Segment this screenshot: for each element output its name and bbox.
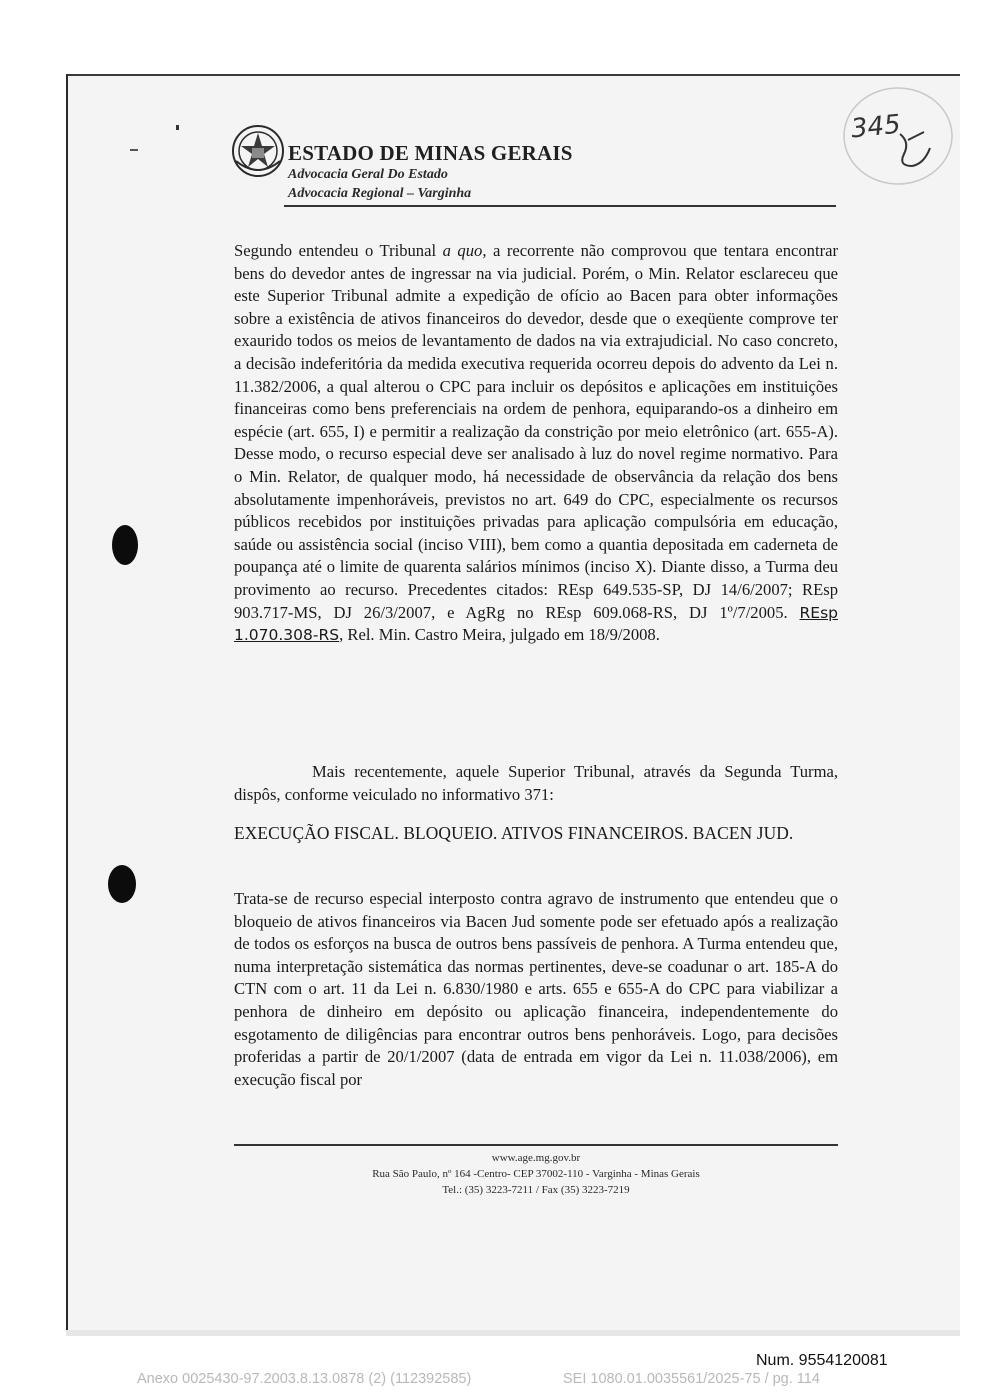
state-crest-icon: [230, 123, 286, 179]
document-number: Num. 9554120081: [756, 1352, 888, 1369]
page-stamp: [838, 82, 958, 190]
agency-name: Advocacia Geral Do Estado: [288, 167, 448, 182]
latin-term: a quo,: [442, 241, 487, 260]
paragraph-text: Segundo entendeu o Tribunal: [234, 241, 443, 260]
paragraph-text: , Rel. Min. Castro Meira, julgado em 18/9/2008.: [339, 625, 660, 645]
footer-website[interactable]: www.age.mg.gov.br: [491, 1152, 581, 1164]
annex-label: Anexo 0025430-97.2003.8.13.0878 (2) (112392585): [137, 1371, 472, 1387]
punch-hole: [112, 525, 138, 565]
footer: [234, 1150, 838, 1198]
footer-divider: [234, 1144, 838, 1146]
paragraph-text: a recorrente não comprovou que tentara encontrar bens do devedor antes de ingressar na via judicial. Porém, o Min. Relator esclareceu que este Superior Tribunal admite a expedição de ofício ao Bacen para obter informações sobre a existência de ativos financeiros do devedor, desde que o exeqüente comprove ter exaurido todos os meios de levantamento de dados na via extrajudicial. No caso concreto, a decisão indeferitória da medida executiva requerida ocorreu depois do advento da Lei n. 11.382/2006, a qual alterou o CPC para incluir os depósitos e aplicações em instituições financeiras como bens preferenciais na ordem de penhora, equiparando-os a dinheiro em espécie (art. 655, I) e permitir a realização da constrição por meio eletrônico (art. 655-A). Desse modo, o recurso especial deve ser analisado à luz do novel regime normativo. Para o Min. Relator, de qualquer modo, há necessidade de observância da relação dos bens absolutamente impenhoráveis, previstos no art. 649 do CPC, especialmente os recursos públicos recebidos por instituições privadas para aplicação compulsória em educação, saúde ou assistência social (inciso VIII), bem como a quantia depositada em caderneta de poupança até o limite de quarenta salários mínimos (inciso X). Diante disso, a Turma deu provimento ao recurso. Precedentes citados: REsp 649.535-SP, DJ 14/6/2007; REsp 903.717-MS, DJ 26/3/2007, e AgRg no REsp 609.068-RS, DJ 1º/7/2005.: [234, 241, 838, 622]
footer-phone: Tel.: (35) 3223-7211 / Fax (35) 3223-7219: [442, 1184, 630, 1196]
paragraph: Trata-se de recurso especial interposto contra agravo de instrumento que entendeu que o bloqueio de ativos financeiros via Bacen Jud somente pode ser efetuado após a realização de todos os esforços na busca de outros bens passíveis de penhora. A Turma entendeu que, numa interpretação sistemática das normas pertinentes, deve-se coadunar o art. 185-A do CTN com o art. 11 da Lei n. 6.830/1980 e arts. 655 e 655-A do CPC para viabilizar a penhora de dinheiro em depósito ou aplicação financeira, independentemente do esgotamento de diligências para encontrar outros bens penhoráveis. Logo, para decisões proferidas a partir de 20/1/2007 (data de entrada em vigor da Lei n. 11.038/2006), em execução fiscal por: [234, 889, 838, 1089]
scan-mark: [176, 125, 179, 130]
scan-bottom-edge: [66, 1330, 960, 1336]
regional-office: Advocacia Regional – Varginha: [288, 186, 472, 201]
footer-address: Rua São Paulo, nº 164 -Centro- CEP 37002-110 - Varginha - Minas Gerais: [372, 1168, 700, 1180]
paragraph: Mais recentemente, aquele Superior Tribunal, através da Segunda Turma, dispôs, conforme veiculado no informativo 371:: [234, 762, 838, 804]
scan-mark: [130, 149, 138, 151]
paragraph: [234, 240, 838, 647]
stamp-number: 345: [849, 109, 903, 145]
letterhead: [230, 123, 840, 209]
resp-link[interactable]: REsp 1.070.308-RS: [234, 603, 838, 645]
state-title: ESTADO DE MINAS GERAIS: [288, 141, 573, 165]
punch-hole: [108, 865, 136, 903]
sei-label: SEI 1080.01.0035561/2025-75 / pg. 114: [563, 1371, 820, 1387]
header-divider: [284, 205, 836, 207]
section-heading: EXECUÇÃO FISCAL. BLOQUEIO. ATIVOS FINANCEIROS. BACEN JUD.: [234, 823, 794, 843]
